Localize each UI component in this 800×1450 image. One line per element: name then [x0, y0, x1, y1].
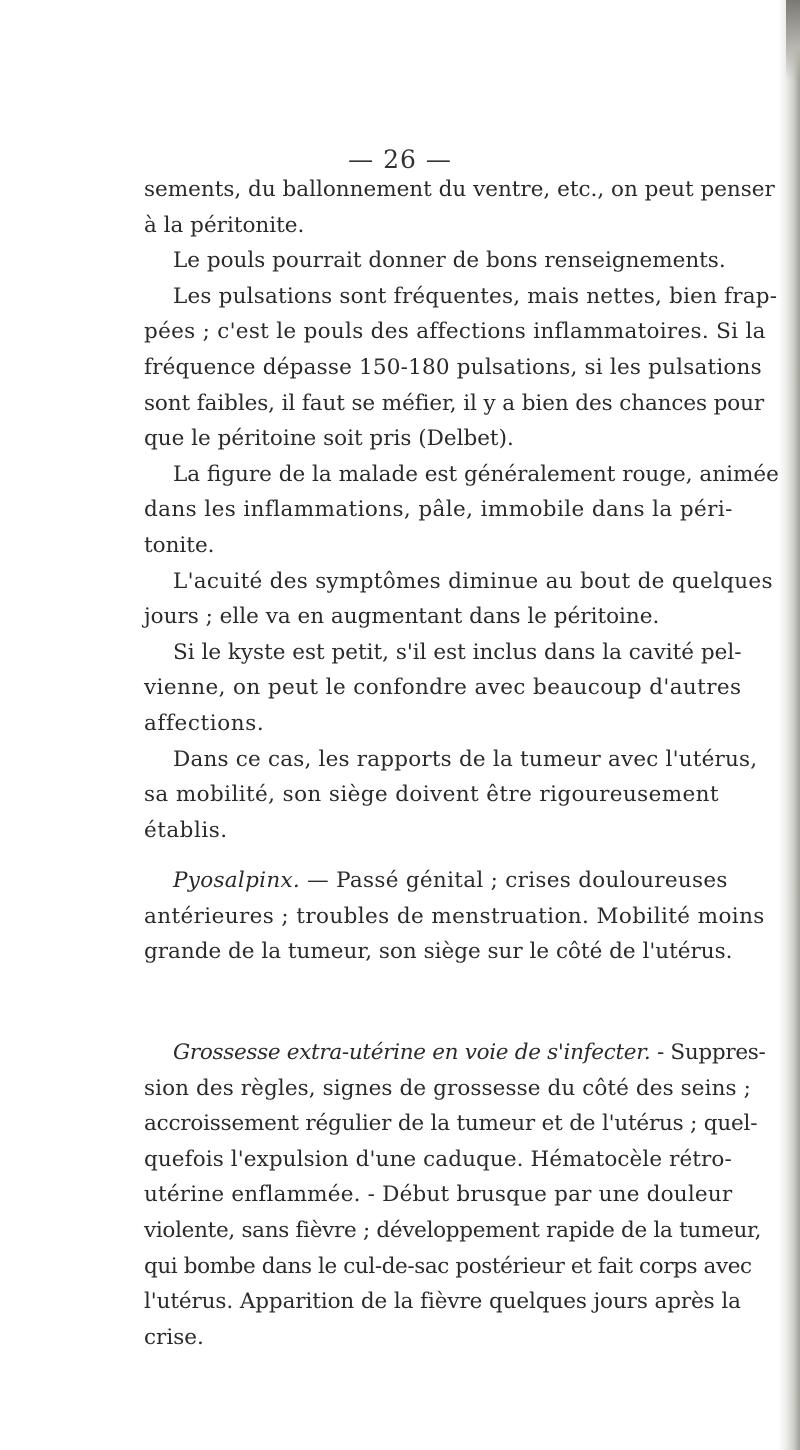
text-line: sements, du ballonnement du ventre, etc., on peut penser [144, 177, 775, 202]
text-line: à la péritonite. [144, 212, 305, 238]
text-line: dans les inflammations, pâle, immobile dans la péri- [144, 497, 733, 523]
text-line: affections. [144, 710, 265, 736]
text-line: violente, sans fièvre ; développement rapide de la tumeur, [144, 1217, 762, 1243]
pyosalpinx-section [0, 863, 800, 970]
text-line: sa mobilité, son siège doivent être rigoureusement [144, 782, 719, 808]
text-line: vienne, on peut le confondre avec beaucoup d'autres [144, 675, 742, 701]
text-line: L'acuité des symptômes diminue au bout de quelques [173, 568, 773, 594]
text-line: qui bombe dans le cul-de-sac postérieur et fait corps avec [144, 1253, 752, 1279]
section-title: Pyosalpinx. [173, 868, 301, 893]
text-line: jours ; elle va en augmentant dans le péritoine. [144, 604, 660, 630]
text-line: sont faibles, il faut se méfier, il y a bien des chances pour [144, 390, 765, 416]
text-line: grande de la tumeur, son siège sur le côté de l'utérus. [144, 939, 733, 965]
text-line: La figure de la malade est généralement rouge, animée [173, 461, 779, 487]
section-title: Grossesse extra-utérine en voie de s'infecter. [173, 1040, 651, 1065]
page-number: — 26 — [348, 145, 452, 174]
grossesse-section [0, 1035, 800, 1355]
text-line: Si le kyste est petit, s'il est inclus dans la cavité pel- [173, 639, 742, 665]
text-line: crise. [144, 1324, 204, 1350]
text-line: Le pouls pourrait donner de bons renseignements. [173, 248, 726, 274]
text-line: Pyosalpinx. — Passé génital ; crises douloureuses [173, 868, 728, 893]
text-line: que le péritoine soit pris (Delbet). [144, 426, 514, 452]
text-line: accroissement régulier de la tumeur et de l'utérus ; quel- [144, 1111, 758, 1137]
text-line: Les pulsations sont fréquentes, mais nettes, bien frap- [173, 283, 778, 309]
text-line: tonite. [144, 532, 215, 558]
text-line: antérieures ; troubles de menstruation. Mobilité moins [144, 903, 765, 929]
text-line: sion des règles, signes de grossesse du côté des seins ; [144, 1075, 751, 1101]
text-line: quefois l'expulsion d'une caduque. Hématocèle rétro- [144, 1146, 732, 1172]
page-edge-shadow [786, 0, 800, 80]
text-line: Grossesse extra-utérine en voie de s'infecter. - Suppres- [173, 1040, 766, 1065]
text-line: établis. [144, 817, 228, 843]
text-line: pées ; c'est le pouls des affections inflammatoires. Si la [144, 319, 766, 345]
text-line: Dans ce cas, les rapports de la tumeur avec l'utérus, [173, 746, 758, 772]
text-line: l'utérus. Apparition de la fièvre quelques jours après la [144, 1289, 741, 1315]
body-text [0, 172, 800, 848]
text-line: utérine enflammée. - Début brusque par une douleur [144, 1182, 733, 1208]
text-line: fréquence dépasse 150-180 pulsations, si les pulsations [144, 354, 762, 380]
